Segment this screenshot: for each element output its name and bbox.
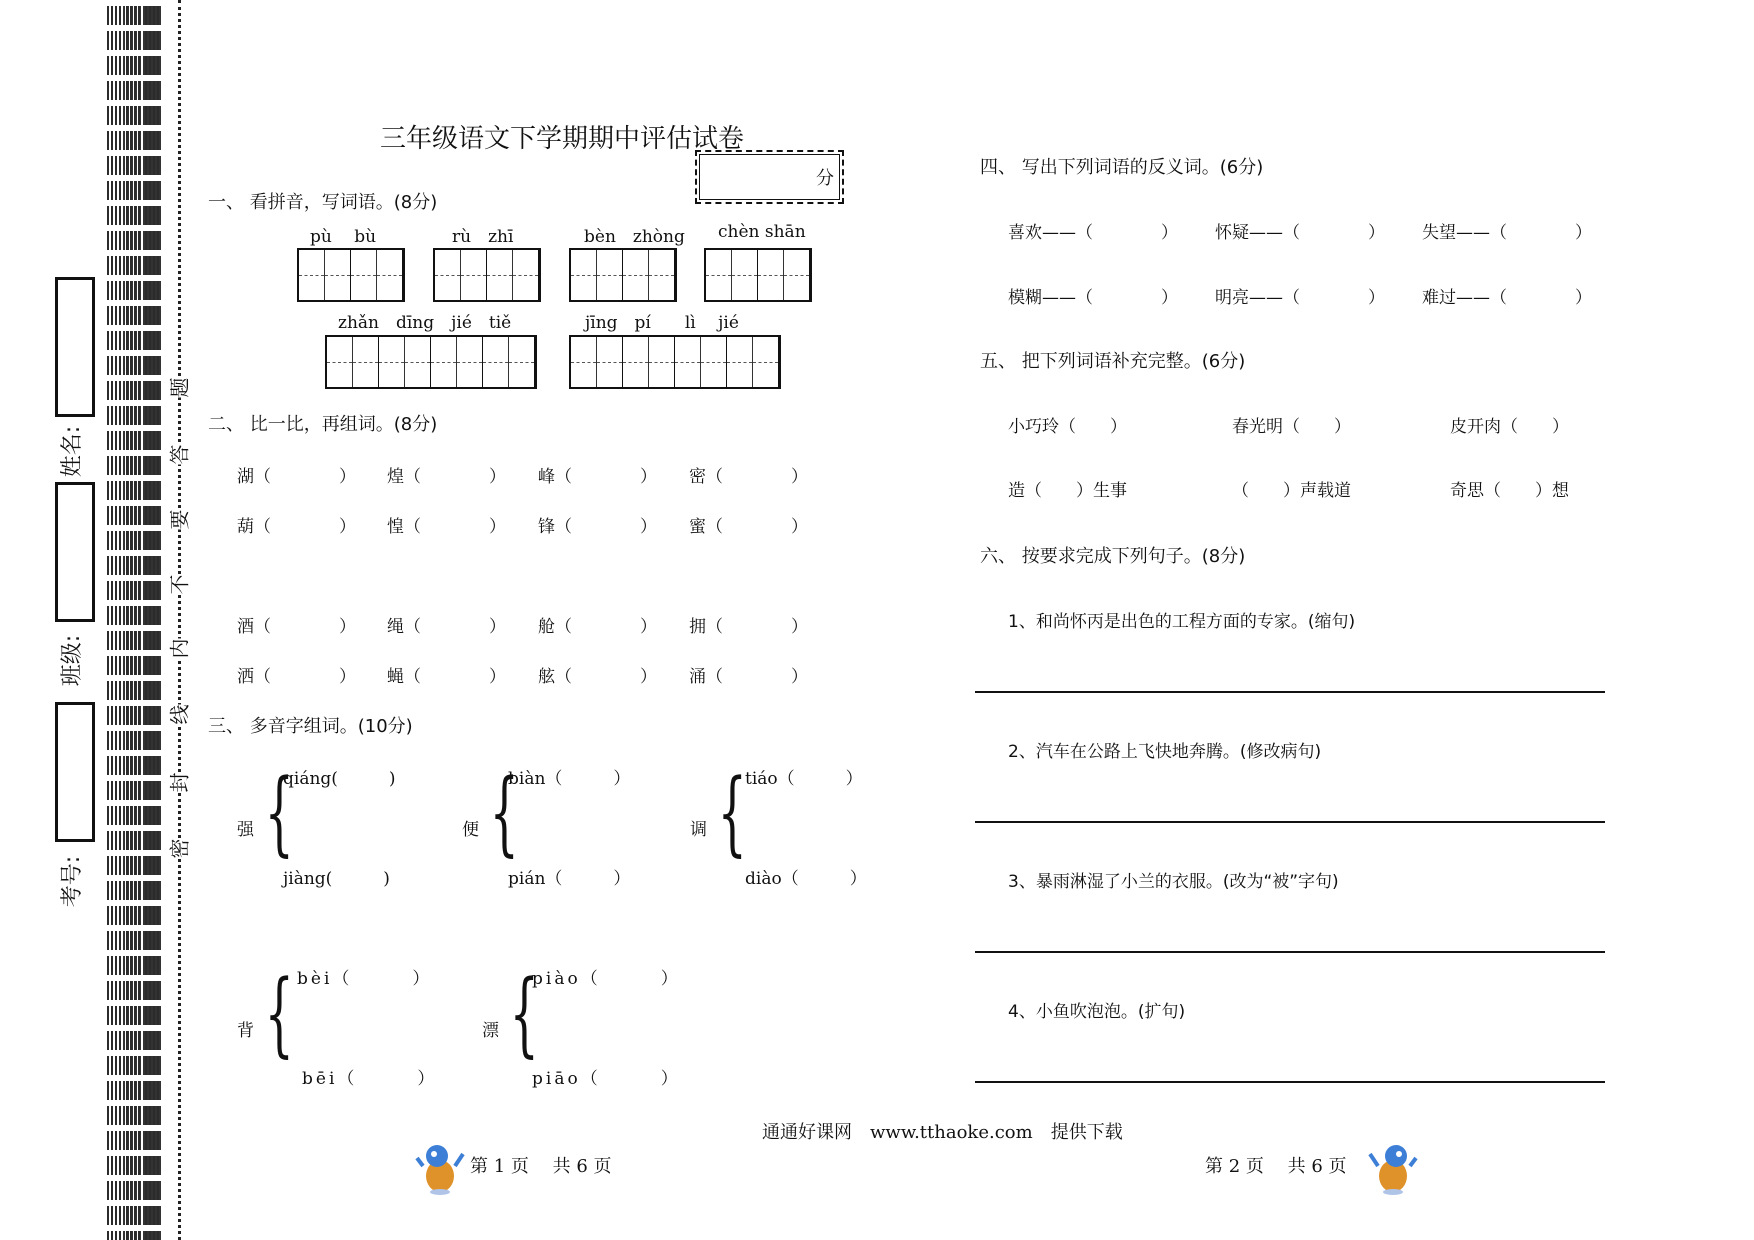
antonym-item[interactable]: 喜欢——（ ） (1008, 223, 1178, 243)
seal-char: 线 (164, 705, 193, 725)
polyphone-reading[interactable]: bēi（ ） (302, 1069, 438, 1089)
polyphone-reading[interactable]: piào（ ） (532, 969, 681, 989)
compare-item[interactable]: 密（ ） (689, 467, 808, 487)
polyphone-char: 调 (690, 820, 707, 840)
polyphone-reading[interactable]: tiáo（ ） (745, 769, 863, 789)
writing-grid-4[interactable] (704, 248, 812, 302)
score-unit: 分 (816, 168, 834, 189)
answer-line[interactable] (975, 951, 1605, 953)
source-note: 通通好课网 www.tthaoke.com 提供下载 (762, 1122, 1123, 1143)
name-box[interactable] (55, 277, 95, 417)
answer-line[interactable] (975, 1081, 1605, 1083)
id-box[interactable] (55, 702, 95, 842)
writing-grid-1[interactable] (297, 248, 405, 302)
brace-icon: { (264, 960, 294, 1067)
writing-grid-6[interactable] (569, 335, 781, 389)
compare-item[interactable]: 葫（ ） (237, 517, 356, 537)
polyphone-char: 漂 (482, 1021, 499, 1041)
section-2-heading: 二、 比一比，再组词。(8分) (208, 414, 438, 435)
seal-char: 要 (164, 510, 193, 530)
idiom-item[interactable]: （ ）声载道 (1232, 481, 1351, 501)
compare-item[interactable]: 煌（ ） (387, 467, 506, 487)
pinyin-3: bèn zhòng (584, 227, 685, 247)
mascot-icon (1368, 1136, 1418, 1196)
polyphone-reading[interactable]: bèi（ ） (297, 969, 433, 989)
compare-item[interactable]: 峰（ ） (538, 467, 657, 487)
class-box[interactable] (55, 482, 95, 622)
sentence-prompt: 4、小鱼吹泡泡。(扩句) (1008, 1002, 1186, 1022)
writing-grid-3[interactable] (569, 248, 677, 302)
polyphone-reading[interactable]: diào（ ） (745, 869, 867, 889)
compare-item[interactable]: 洒（ ） (237, 667, 356, 687)
pinyin-6: jīng pí lì jié (585, 313, 739, 333)
name-label: 姓名: (60, 425, 86, 478)
compare-item[interactable]: 锋（ ） (538, 517, 657, 537)
sentence-prompt: 2、汽车在公路上飞快地奔腾。(修改病句) (1008, 742, 1322, 762)
antonym-item[interactable]: 怀疑——（ ） (1215, 223, 1385, 243)
compare-item[interactable]: 惶（ ） (387, 517, 506, 537)
compare-item[interactable]: 蝇（ ） (387, 667, 506, 687)
polyphone-reading[interactable]: jiàng( ) (283, 869, 390, 889)
idiom-item[interactable]: 奇思（ ）想 (1450, 481, 1569, 501)
compare-item[interactable]: 湖（ ） (237, 467, 356, 487)
writing-grid-5[interactable] (325, 335, 537, 389)
compare-item[interactable]: 蜜（ ） (689, 517, 808, 537)
pinyin-1: pù bù (310, 227, 377, 247)
polyphone-reading[interactable]: biàn（ ） (508, 769, 631, 789)
section-6-heading: 六、 按要求完成下列句子。(8分) (980, 546, 1246, 567)
brace-icon: { (264, 759, 294, 866)
idiom-item[interactable]: 造（ ）生事 (1008, 481, 1127, 501)
antonym-item[interactable]: 明亮——（ ） (1215, 288, 1385, 308)
compare-item[interactable]: 绳（ ） (387, 617, 506, 637)
idiom-item[interactable]: 小巧玲（ ） (1008, 417, 1127, 437)
antonym-item[interactable]: 模糊——（ ） (1008, 288, 1178, 308)
page-title: 三年级语文下学期期中评估试卷 (380, 124, 745, 154)
pinyin-5: zhǎn dīng jié tiě (338, 313, 512, 333)
brace-icon: { (717, 759, 747, 866)
polyphone-char: 便 (462, 820, 479, 840)
id-label: 考号: (60, 855, 86, 908)
seal-dotted-line (178, 0, 181, 1240)
section-5-heading: 五、 把下列词语补充完整。(6分) (980, 351, 1246, 372)
polyphone-reading[interactable]: qiáng( ) (283, 769, 396, 789)
compare-item[interactable]: 舷（ ） (538, 667, 657, 687)
polyphone-char: 强 (237, 820, 254, 840)
polyphone-reading[interactable]: piāo（ ） (532, 1069, 681, 1089)
antonym-item[interactable]: 难过——（ ） (1422, 288, 1592, 308)
sentence-prompt: 3、暴雨淋湿了小兰的衣服。(改为“被”字句) (1008, 872, 1339, 892)
answer-line[interactable] (975, 691, 1605, 693)
compare-item[interactable]: 舱（ ） (538, 617, 657, 637)
pinyin-2: rù zhī (452, 227, 514, 247)
polyphone-reading[interactable]: pián（ ） (508, 869, 631, 889)
compare-item[interactable]: 拥（ ） (689, 617, 808, 637)
brace-icon: { (509, 960, 539, 1067)
section-1-heading: 一、 看拼音，写词语。(8分) (208, 192, 438, 213)
sentence-prompt: 1、和尚怀丙是出色的工程方面的专家。(缩句) (1008, 612, 1356, 632)
seal-char: 内 (164, 639, 193, 659)
writing-grid-2[interactable] (433, 248, 541, 302)
mascot-icon (415, 1136, 465, 1196)
section-3-heading: 三、 多音字组词。(10分) (208, 716, 413, 737)
answer-line[interactable] (975, 821, 1605, 823)
idiom-item[interactable]: 春光明（ ） (1232, 417, 1351, 437)
seal-char: 题 (164, 378, 193, 398)
polyphone-char: 背 (237, 1021, 254, 1041)
page-number-right: 第 2 页 共 6 页 (1205, 1156, 1347, 1177)
idiom-item[interactable]: 皮开肉（ ） (1450, 417, 1569, 437)
compare-item[interactable]: 涌（ ） (689, 667, 808, 687)
brace-icon: { (489, 759, 519, 866)
page-number-left: 第 1 页 共 6 页 (470, 1156, 612, 1177)
compare-item[interactable]: 酒（ ） (237, 617, 356, 637)
antonym-item[interactable]: 失望——（ ） (1422, 223, 1592, 243)
seal-char: 答 (164, 445, 193, 465)
class-label: 班级: (60, 634, 86, 687)
seal-char: 不 (164, 575, 193, 595)
seal-char: 封 (164, 773, 193, 793)
binding-barcode (107, 0, 161, 1240)
pinyin-4: chèn shān (718, 222, 806, 242)
seal-char: 密 (164, 839, 193, 859)
section-4-heading: 四、 写出下列词语的反义词。(6分) (980, 157, 1264, 178)
